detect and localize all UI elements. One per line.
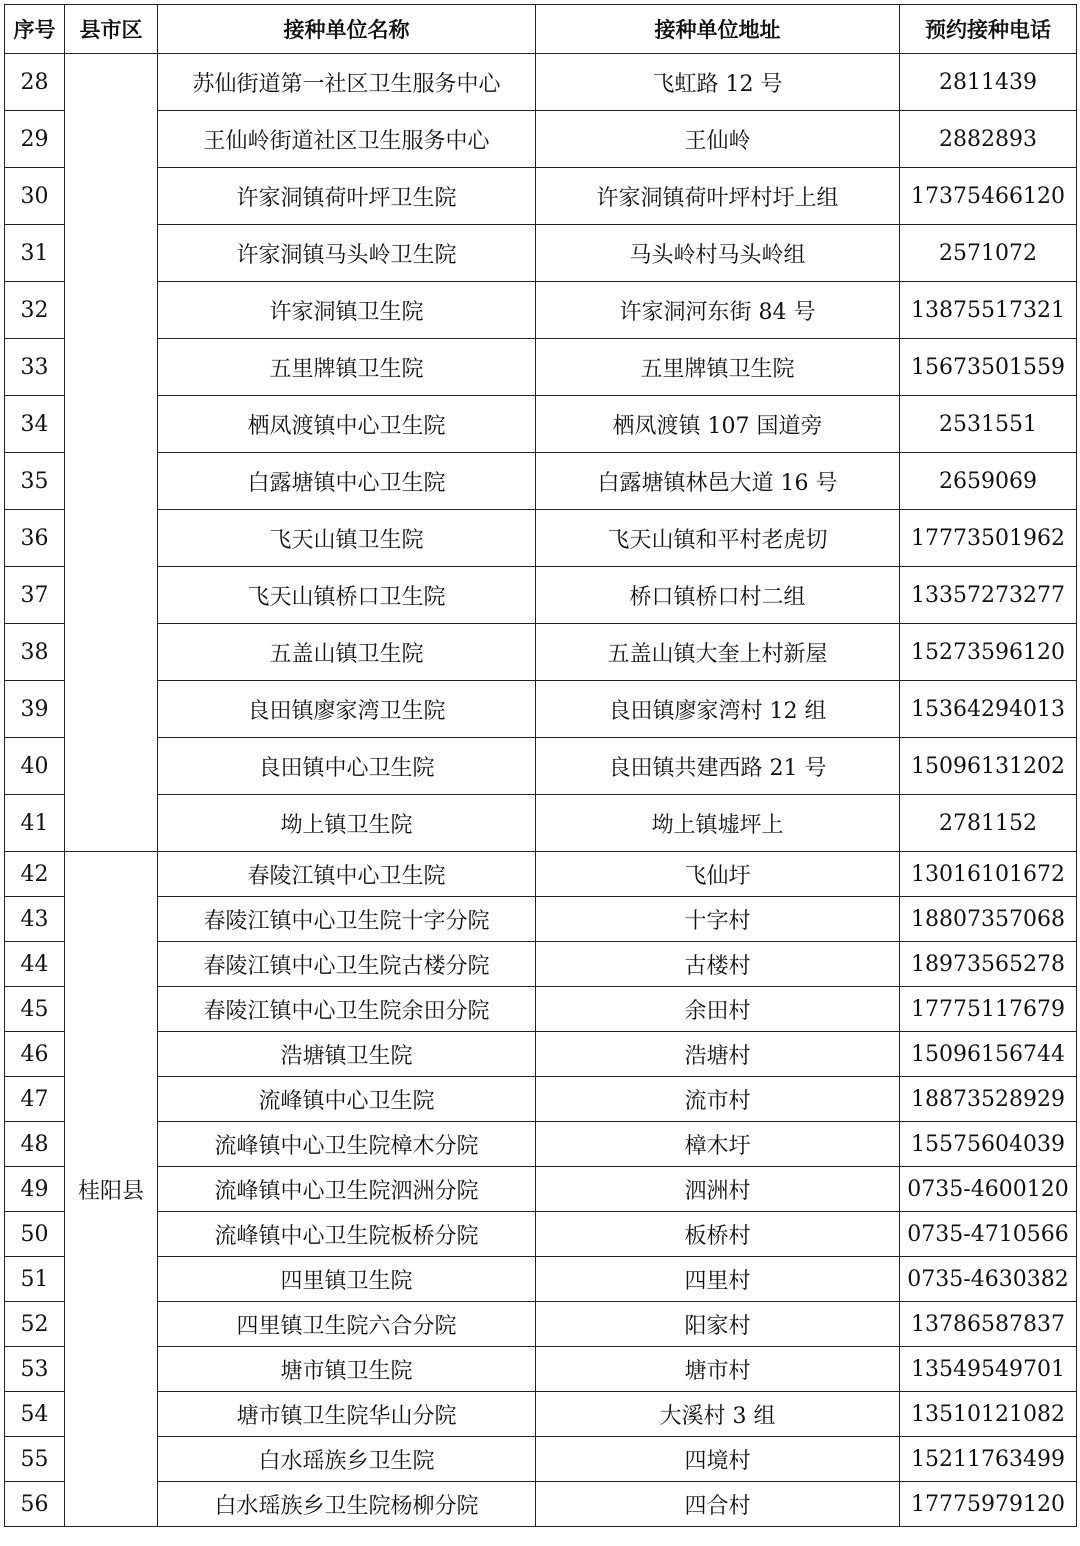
cell-site-address: 大溪村 3 组 (536, 1392, 900, 1437)
cell-site-name: 流峰镇中心卫生院 (158, 1077, 536, 1122)
table-row (5, 738, 1077, 795)
table-row (5, 795, 1077, 852)
cell-site-address: 四里村 (536, 1257, 900, 1302)
cell-phone: 15096156744 (900, 1032, 1077, 1077)
cell-phone: 17375466120 (900, 168, 1077, 225)
cell-index: 46 (5, 1032, 65, 1077)
cell-index: 51 (5, 1257, 65, 1302)
cell-site-address: 许家洞镇荷叶坪村圩上组 (536, 168, 900, 225)
cell-site-name: 许家洞镇卫生院 (158, 282, 536, 339)
cell-site-name: 五盖山镇卫生院 (158, 624, 536, 681)
table-row (5, 681, 1077, 738)
table-row (5, 1392, 1077, 1437)
cell-county: 桂阳县 (65, 852, 158, 1527)
cell-site-address: 五盖山镇大奎上村新屋 (536, 624, 900, 681)
cell-site-address: 坳上镇墟坪上 (536, 795, 900, 852)
cell-phone: 2659069 (900, 453, 1077, 510)
table-row (5, 942, 1077, 987)
cell-index: 33 (5, 339, 65, 396)
table-row (5, 1482, 1077, 1527)
header-county: 县市区 (65, 5, 158, 54)
table-row (5, 1302, 1077, 1347)
cell-site-address: 马头岭村马头岭组 (536, 225, 900, 282)
table-row (5, 897, 1077, 942)
cell-index: 47 (5, 1077, 65, 1122)
cell-phone: 15364294013 (900, 681, 1077, 738)
cell-site-address: 流市村 (536, 1077, 900, 1122)
cell-phone: 2882893 (900, 111, 1077, 168)
table-row (5, 168, 1077, 225)
cell-site-address: 古楼村 (536, 942, 900, 987)
cell-site-address: 浩塘村 (536, 1032, 900, 1077)
cell-index: 32 (5, 282, 65, 339)
cell-site-address: 四合村 (536, 1482, 900, 1527)
cell-site-address: 塘市村 (536, 1347, 900, 1392)
cell-phone: 15211763499 (900, 1437, 1077, 1482)
table-row (5, 339, 1077, 396)
cell-phone: 13786587837 (900, 1302, 1077, 1347)
cell-site-address: 飞仙圩 (536, 852, 900, 897)
cell-phone: 15673501559 (900, 339, 1077, 396)
table-row (5, 282, 1077, 339)
cell-phone: 18873528929 (900, 1077, 1077, 1122)
cell-phone: 0735-4710566 (900, 1212, 1077, 1257)
cell-index: 54 (5, 1392, 65, 1437)
cell-index: 56 (5, 1482, 65, 1527)
cell-site-address: 白露塘镇林邑大道 16 号 (536, 453, 900, 510)
cell-site-address: 良田镇廖家湾村 12 组 (536, 681, 900, 738)
cell-phone: 2781152 (900, 795, 1077, 852)
cell-site-name: 苏仙街道第一社区卫生服务中心 (158, 54, 536, 111)
cell-index: 43 (5, 897, 65, 942)
cell-index: 49 (5, 1167, 65, 1212)
header-site-address: 接种单位地址 (536, 5, 900, 54)
table-row (5, 1257, 1077, 1302)
header-row (5, 5, 1077, 54)
cell-site-name: 许家洞镇马头岭卫生院 (158, 225, 536, 282)
cell-index: 30 (5, 168, 65, 225)
cell-site-name: 良田镇廖家湾卫生院 (158, 681, 536, 738)
cell-phone: 13510121082 (900, 1392, 1077, 1437)
cell-index: 29 (5, 111, 65, 168)
cell-site-name: 良田镇中心卫生院 (158, 738, 536, 795)
cell-site-address: 良田镇共建西路 21 号 (536, 738, 900, 795)
cell-site-address: 樟木圩 (536, 1122, 900, 1167)
cell-phone: 17775979120 (900, 1482, 1077, 1527)
cell-phone: 0735-4600120 (900, 1167, 1077, 1212)
table-row (5, 624, 1077, 681)
cell-site-name: 春陵江镇中心卫生院十字分院 (158, 897, 536, 942)
table-row (5, 510, 1077, 567)
table-row (5, 987, 1077, 1032)
cell-phone: 15273596120 (900, 624, 1077, 681)
cell-phone: 2531551 (900, 396, 1077, 453)
cell-phone: 2571072 (900, 225, 1077, 282)
cell-site-name: 王仙岭街道社区卫生服务中心 (158, 111, 536, 168)
cell-site-name: 五里牌镇卫生院 (158, 339, 536, 396)
cell-phone: 13016101672 (900, 852, 1077, 897)
cell-site-address: 桥口镇桥口村二组 (536, 567, 900, 624)
table-row (5, 567, 1077, 624)
cell-site-name: 飞天山镇卫生院 (158, 510, 536, 567)
cell-site-name: 春陵江镇中心卫生院古楼分院 (158, 942, 536, 987)
cell-phone: 13875517321 (900, 282, 1077, 339)
header-index: 序号 (5, 5, 65, 54)
cell-site-name: 白露塘镇中心卫生院 (158, 453, 536, 510)
cell-site-address: 王仙岭 (536, 111, 900, 168)
table-row (5, 111, 1077, 168)
cell-site-name: 飞天山镇桥口卫生院 (158, 567, 536, 624)
cell-phone: 18973565278 (900, 942, 1077, 987)
table-row (5, 1347, 1077, 1392)
cell-phone: 17775117679 (900, 987, 1077, 1032)
table-row (5, 1212, 1077, 1257)
table-row (5, 852, 1077, 897)
cell-site-name: 塘市镇卫生院 (158, 1347, 536, 1392)
cell-site-address: 板桥村 (536, 1212, 900, 1257)
cell-site-name: 流峰镇中心卫生院樟木分院 (158, 1122, 536, 1167)
cell-index: 41 (5, 795, 65, 852)
cell-site-address: 阳家村 (536, 1302, 900, 1347)
cell-site-address: 五里牌镇卫生院 (536, 339, 900, 396)
cell-site-address: 栖凤渡镇 107 国道旁 (536, 396, 900, 453)
cell-phone: 17773501962 (900, 510, 1077, 567)
cell-site-name: 四里镇卫生院 (158, 1257, 536, 1302)
cell-phone: 18807357068 (900, 897, 1077, 942)
cell-site-name: 春陵江镇中心卫生院 (158, 852, 536, 897)
cell-index: 52 (5, 1302, 65, 1347)
cell-phone: 15096131202 (900, 738, 1077, 795)
cell-index: 53 (5, 1347, 65, 1392)
cell-index: 44 (5, 942, 65, 987)
cell-site-name: 塘市镇卫生院华山分院 (158, 1392, 536, 1437)
cell-site-address: 四境村 (536, 1437, 900, 1482)
cell-index: 34 (5, 396, 65, 453)
cell-index: 42 (5, 852, 65, 897)
cell-index: 48 (5, 1122, 65, 1167)
cell-index: 36 (5, 510, 65, 567)
cell-phone: 2811439 (900, 54, 1077, 111)
cell-index: 50 (5, 1212, 65, 1257)
cell-site-name: 四里镇卫生院六合分院 (158, 1302, 536, 1347)
table-row (5, 396, 1077, 453)
table-row (5, 1167, 1077, 1212)
cell-site-name: 浩塘镇卫生院 (158, 1032, 536, 1077)
cell-index: 35 (5, 453, 65, 510)
cell-phone: 13549549701 (900, 1347, 1077, 1392)
cell-phone: 13357273277 (900, 567, 1077, 624)
cell-phone: 15575604039 (900, 1122, 1077, 1167)
cell-site-name: 流峰镇中心卫生院板桥分院 (158, 1212, 536, 1257)
header-site-name: 接种单位名称 (158, 5, 536, 54)
cell-site-name: 流峰镇中心卫生院泗洲分院 (158, 1167, 536, 1212)
header-phone: 预约接种电话 (900, 5, 1077, 54)
cell-site-address: 十字村 (536, 897, 900, 942)
cell-index: 37 (5, 567, 65, 624)
cell-index: 38 (5, 624, 65, 681)
cell-site-name: 春陵江镇中心卫生院余田分院 (158, 987, 536, 1032)
cell-county (65, 54, 158, 852)
cell-site-address: 余田村 (536, 987, 900, 1032)
cell-phone: 0735-4630382 (900, 1257, 1077, 1302)
table-row (5, 453, 1077, 510)
cell-index: 55 (5, 1437, 65, 1482)
cell-site-address: 飞虹路 12 号 (536, 54, 900, 111)
cell-site-address: 许家洞河东街 84 号 (536, 282, 900, 339)
cell-index: 28 (5, 54, 65, 111)
table-row (5, 225, 1077, 282)
cell-site-name: 栖凤渡镇中心卫生院 (158, 396, 536, 453)
cell-site-address: 飞天山镇和平村老虎切 (536, 510, 900, 567)
cell-site-name: 白水瑶族乡卫生院 (158, 1437, 536, 1482)
table-row (5, 1122, 1077, 1167)
vaccination-sites-table (4, 4, 1077, 1527)
cell-site-name: 白水瑶族乡卫生院杨柳分院 (158, 1482, 536, 1527)
cell-index: 39 (5, 681, 65, 738)
table-row (5, 1437, 1077, 1482)
cell-index: 45 (5, 987, 65, 1032)
cell-site-address: 泗洲村 (536, 1167, 900, 1212)
table-row (5, 1077, 1077, 1122)
table-row (5, 1032, 1077, 1077)
table-row (5, 54, 1077, 111)
cell-index: 40 (5, 738, 65, 795)
cell-site-name: 坳上镇卫生院 (158, 795, 536, 852)
cell-index: 31 (5, 225, 65, 282)
cell-site-name: 许家洞镇荷叶坪卫生院 (158, 168, 536, 225)
